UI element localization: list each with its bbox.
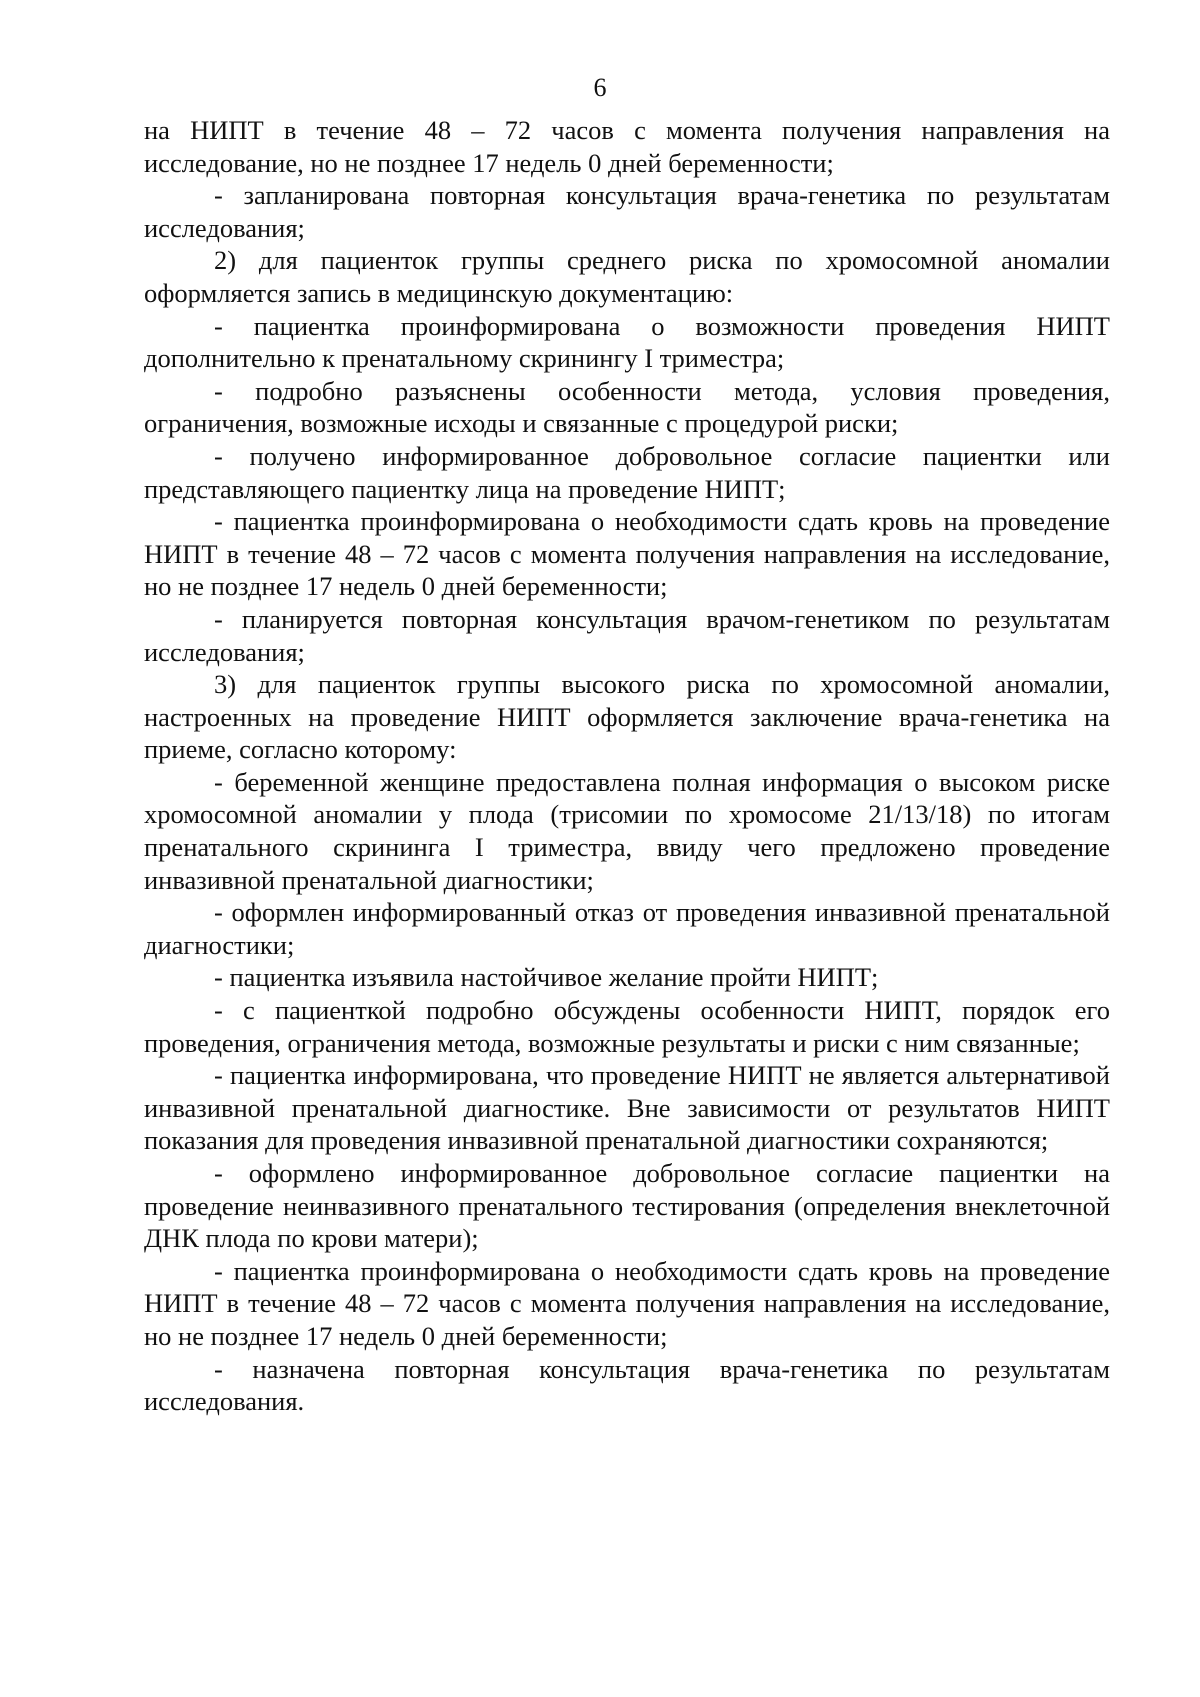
list-item-informed-possibility: - пациентка проинформирована о возможности проведения НИПТ дополнительно к пренатальному скринингу I триместра;: [144, 310, 1110, 374]
page-number: 6: [593, 73, 607, 102]
list-item-repeat-consultation: - запланирована повторная консультация врача-генетика по результатам исследования;: [144, 180, 1110, 243]
list-item-not-alternative: - пациентка информирована, что проведение НИПТ не является альтернативой инвазивной пренатальной диагностике. Вне зависимости от результатов НИПТ показания для проведения инвазивной пренатальной диагностики сохраняются;: [144, 1060, 1110, 1156]
section-high-risk: 3) для пациенток группы высокого риска по хромосомной аномалии, настроенных на проведение НИПТ оформляется заключение врача-генетика на приеме, согласно которому:: [144, 669, 1110, 765]
list-item-consent-nipt: - оформлено информированное добровольное согласие пациентки на проведение неинвазивного пренатального тестирования (определения внеклеточной ДНК плода по крови матери);: [144, 1158, 1110, 1254]
document-body: [144, 114, 1110, 1418]
list-item-blood-sample-high-risk: - пациентка проинформирована о необходимости сдать кровь на проведение НИПТ в течение 48 – 72 часов с момента получения направления на исследование, но не позднее 17 недель 0 дней беременности;: [144, 1255, 1110, 1351]
list-item-features-discussed: - с пациенткой подробно обсуждены особенности НИПТ, порядок его проведения, ограничения метода, возможные результаты и риски с ним связанные;: [144, 995, 1110, 1058]
list-item-high-risk-info: - беременной женщине предоставлена полная информация о высоком риске хромосомной аномалии у плода (трисомии по хромосоме 21/13/18) по итогам пренатального скрининга I триместра, ввиду чего предложено проведение инвазивной пренатальной диагностики;: [144, 766, 1110, 895]
section-medium-risk: 2) для пациенток группы среднего риска по хромосомной аномалии оформляется запись в медицинскую документацию:: [144, 245, 1110, 308]
list-item-refusal-invasive: - оформлен информированный отказ от проведения инвазивной пренатальной диагностики;: [144, 897, 1110, 960]
list-item-patient-wish: - пациентка изъявила настойчивое желание пройти НИПТ;: [214, 962, 879, 993]
list-item-blood-sample: - пациентка проинформирована о необходимости сдать кровь на проведение НИПТ в течение 48 – 72 часов с момента получения направления на исследование, но не позднее 17 недель 0 дней беременности;: [144, 506, 1110, 602]
list-item-method-explained: - подробно разъяснены особенности метода, условия проведения, ограничения, возможные исходы и связанные с процедурой риски;: [144, 375, 1110, 439]
paragraph-continuation: на НИПТ в течение 48 – 72 часов с момента получения направления на исследование, но не позднее 17 недель 0 дней беременности;: [144, 115, 1110, 178]
list-item-repeat-consultation-assigned: - назначена повторная консультация врача-генетика по результатам исследования.: [144, 1353, 1110, 1417]
list-item-repeat-consultation-planned: - планируется повторная консультация врачом-генетиком по результатам исследования;: [144, 603, 1110, 667]
list-item-consent-obtained: - получено информированное добровольное согласие пациентки или представляющего пациентку лица на проведение НИПТ;: [144, 440, 1110, 504]
